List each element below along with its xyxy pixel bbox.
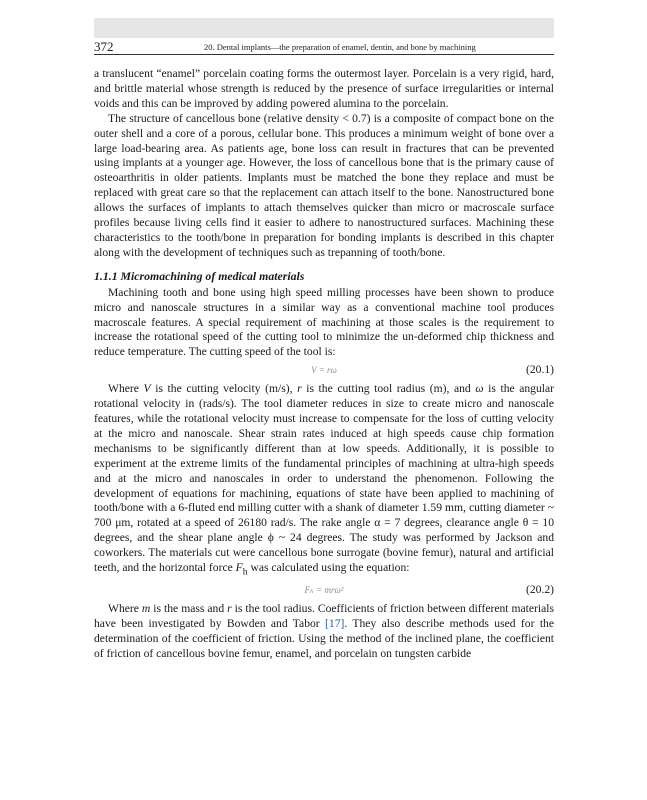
section-title: 1.1.1 Micromachining of medical materials	[94, 268, 305, 283]
text: is the mass and	[150, 602, 228, 616]
equation-formula: Fₕ = mrω²	[304, 585, 344, 596]
text: Where	[108, 602, 142, 616]
page-header	[94, 38, 554, 55]
symbol-F: F	[235, 561, 243, 575]
symbol-V: V	[143, 382, 151, 396]
equation-formula: V = rω	[311, 365, 337, 376]
subscript-h: h	[242, 566, 248, 578]
symbol-r: r	[297, 382, 302, 396]
paragraph-4	[94, 382, 554, 580]
equation-number: (20.1)	[525, 363, 554, 377]
paragraph-5	[94, 602, 554, 662]
page-number: 372	[94, 39, 114, 54]
equation-number: (20.2)	[525, 583, 554, 597]
text: was calculated using the equation:	[247, 561, 410, 575]
text: . They also describe methods used for the determination of the coefficient of friction. Using the method of the inclined plane, the coefficient of friction of cancellous bovine femur, enamel, and porcelain on tungsten carbide	[94, 617, 554, 661]
paragraph-2: The structure of cancellous bone (relative density < 0.7) is a composite of compact bone on the outer shell and a core of a porous, cellular bone. This produces a minimum weight of bone over a large load-bearing area. As patients age, bone loss can result in fractures that can be prevented using implants at a younger age. However, the loss of cancellous bone that is the primary cause of osteoarthritis in older patients. Implants must be matched the bone they replace and must be replaced with great care so that the replacement can attach itself to the bone. Nanostructured bone allows the surfaces of implants to attach themselves quicker than micro or macroscale surface profiles because living cells find it easier to adhere to nanostructured surfaces. Machining these characteristics to the tooth/bone in preparation for bonding implants is described in this chapter along with the development of techniques such as trepanning of tooth/bone.	[94, 111, 554, 259]
symbol-omega: ω	[475, 382, 484, 396]
text: is the cutting velocity (m/s),	[150, 382, 298, 396]
text: is the tool radius. Coefficients of friction between different materials have been investigated by Bowden and Tabor	[94, 602, 554, 631]
text: is the angular rotational velocity in (rads/s). The tool diameter reduces in size to create micro and nanoscale features, while the rotational velocity must increase to compensate for the loss of cutting velocity at the micro and nanoscale. Shear strain rates induced at high speeds cause chip formation mechanisms to be significantly different than at low speeds. Additionally, it is possible to experiment at the extreme limits of the fundamental principles of machining at ultra-high speeds and at the micro and nanoscales in order to understand the phenomenon. Following the development of equations for machining, equations of state have been applied to machining of tooth/bone with a 6-fluted end milling cutter with a shank of diameter 1.59 mm, cutting diameter ~ 700 μm, rotated at a speed of 26180 rad/s. The rake angle α = 7 degrees, clearance angle θ = 10 degrees, and the shear plane angle ϕ ~ 24 degrees. The study was performed by Jackson and coworkers. The materials cut were cancellous bone surrogate (bovine femur), natural and artificial teeth, and the horizontal force	[94, 382, 555, 575]
paragraph-1: a translucent “enamel” porcelain coating forms the outermost layer. Porcelain is a very rigid, hard, and brittle material whose strength is reduced by the presence of surface irregularities or internal voids and this can be improved by adding powered alumina to the porcelain.	[94, 67, 554, 110]
top-gray-bar	[94, 18, 554, 38]
paragraph-3: Machining tooth and bone using high speed milling processes have been shown to produce micro and nanoscale structures in a similar way as a conventional machine tool produces macroscale features. A special requirement of machining at those scales is the requirement to increase the rotational speed of the cutting tool to minimize the un-deformed chip thickness and reduce temperature. The cutting speed of the tool is:	[94, 285, 554, 359]
equation-20-1	[94, 360, 554, 382]
text: Where	[108, 382, 144, 396]
text: is the cutting tool radius (m), and	[301, 382, 476, 396]
symbol-m: m	[141, 602, 151, 616]
page-body	[94, 67, 554, 662]
symbol-r: r	[227, 602, 232, 616]
equation-20-2	[94, 580, 554, 602]
running-head: 20. Dental implants—the preparation of enamel, dentin, and bone by machining	[204, 42, 476, 52]
citation-link[interactable]: [17]	[325, 617, 345, 631]
